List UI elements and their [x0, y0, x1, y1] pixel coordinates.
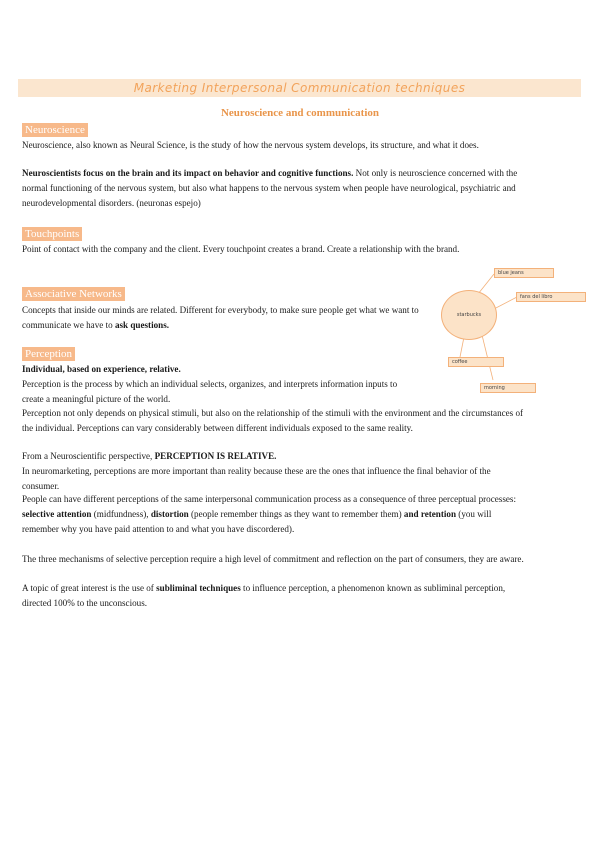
associative-text: Concepts that inside our minds are related. Different for everybody, to make sure people get what we want to communicate we have to — [22, 305, 419, 330]
diagram-node-morning: morning — [480, 383, 536, 393]
perception-text-8b: to influence perception, a phenomenon known as subliminal perception, directed 100% to the unconscious. — [22, 583, 506, 608]
associative-bold: ask questions. — [114, 320, 170, 330]
perception-text-6c: (midfundness), — [91, 509, 149, 519]
heading-touchpoints: Touchpoints — [22, 227, 82, 241]
perception-line-5: In neuromarketing, perceptions are more important than reality because these are the ones that influence the final behavior of the consumer. — [22, 466, 491, 491]
diagram-node-coffee: coffee — [448, 357, 504, 367]
perception-text-6a: People can have different perceptions of the same interpersonal communication process as a consequence of three perceptual processes: — [22, 494, 516, 504]
perception-line-7: The three mechanisms of selective perception require a high level of commitment and reflection on the part of consumers, they are aware. — [22, 554, 524, 564]
associative-network-diagram — [430, 262, 600, 402]
neuroscience-para-2 — [22, 166, 527, 211]
perception-text-4: From a Neuroscientific perspective, — [22, 451, 153, 461]
diagram-node-blue-jeans: blue jeans — [494, 268, 554, 278]
title-banner — [18, 79, 581, 97]
perception-text-6d: (people remember things as they want to remember them) — [188, 509, 402, 519]
perception-bold-6a: selective attention — [22, 509, 92, 519]
perception-line-6 — [22, 492, 527, 537]
heading-neuroscience: Neuroscience — [22, 123, 88, 137]
perception-bold-4: PERCEPTION IS RELATIVE. — [154, 451, 277, 461]
diagram-center-node: starbucks — [441, 290, 497, 340]
associative-para — [22, 303, 434, 333]
perception-line-3: Perception not only depends on physical stimuli, but also on the relationship of the stimuli with the environment and the circumstances of the individual. Perceptions can vary considerably between different individuals exposed to the same reality. — [22, 408, 524, 433]
document-subtitle: Neuroscience and communication — [220, 107, 380, 119]
neuroscience-rest: Not only is neuroscience concerned with the normal functioning of the nervous system, but also what happens to the nervous system when people have neurological, psychiatric and neurodevelopmental disorders. (neuronas espejo) — [22, 168, 518, 208]
perception-bold-6b: distortion — [150, 509, 189, 519]
document-title: Marketing Interpersonal Communication techniques — [133, 81, 466, 95]
perception-bold-8: subliminal techniques — [156, 583, 241, 593]
neuroscience-para-1: Neuroscience, also known as Neural Science, is the study of how the nervous system develops, its structure, and what it does. — [22, 140, 479, 150]
perception-bold-1: Individual, based on experience, relative. — [22, 364, 181, 374]
touchpoints-para: Point of contact with the company and the client. Every touchpoint creates a brand. Create a relationship with the brand. — [22, 244, 460, 254]
perception-text-6e: (you will remember why you have paid attention to and what you have discordered). — [22, 509, 492, 534]
perception-line-8 — [22, 581, 527, 611]
perception-line-4 — [22, 449, 527, 464]
perception-line-1 — [22, 362, 527, 377]
diagram-node-fans-del-libro: fans del libro — [516, 292, 586, 302]
perception-text-8a: A topic of great interest is the use of — [22, 583, 154, 593]
heading-perception: Perception — [22, 347, 75, 361]
perception-bold-6c: and retention — [403, 509, 457, 519]
neuroscience-bold: Neuroscientists focus on the brain and its impact on behavior and cognitive functions. — [22, 168, 354, 178]
heading-associative-networks: Associative Networks — [22, 287, 125, 301]
perception-line-2: Perception is the process by which an individual selects, organizes, and interprets information inputs to create a meaningful picture of the world. — [22, 379, 398, 404]
